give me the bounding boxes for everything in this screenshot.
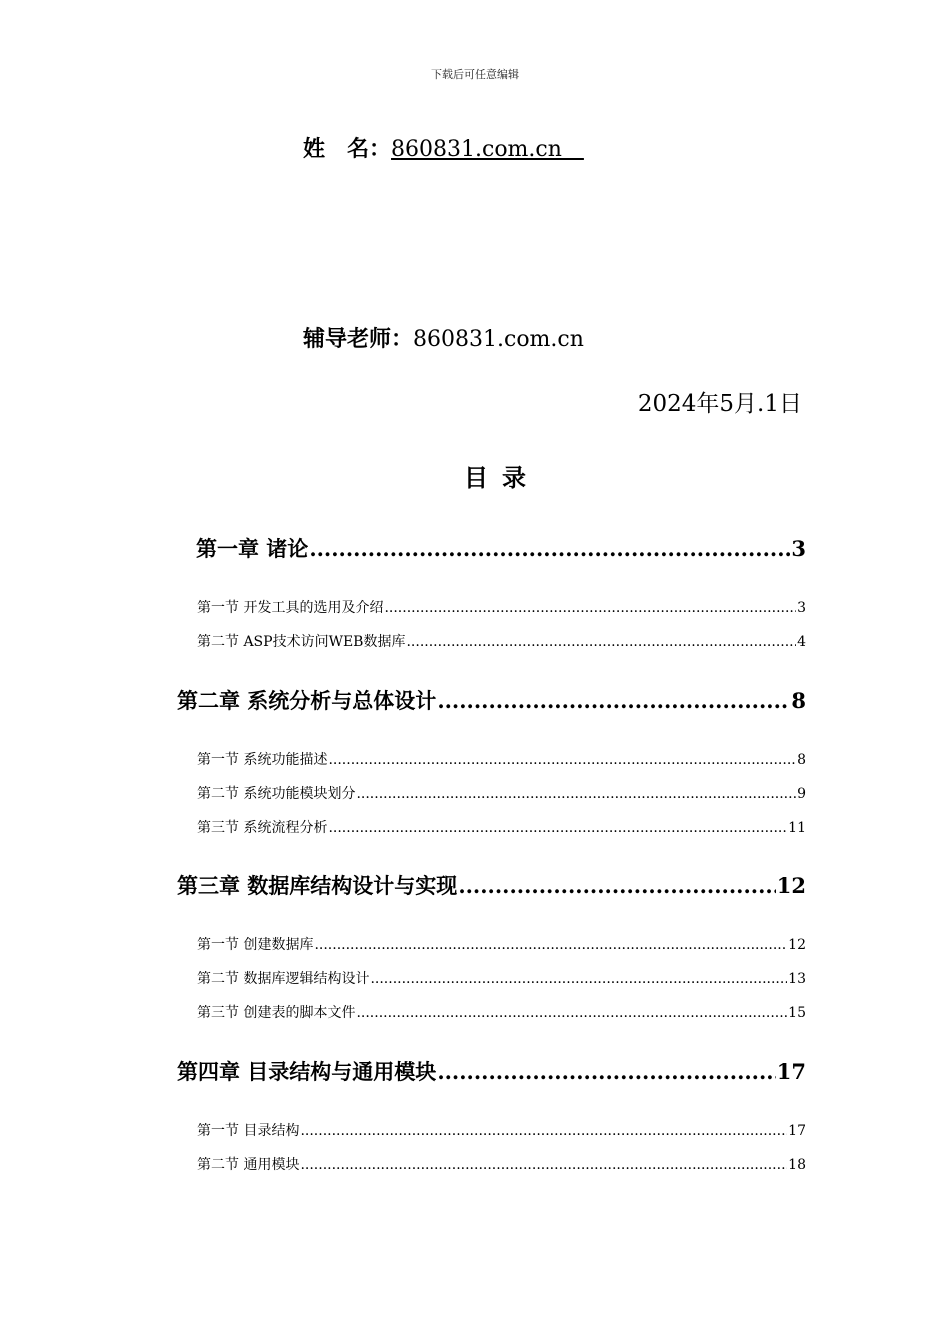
toc-entry-title: 第一节 创建数据库 (197, 937, 314, 953)
toc-entry-title: 第四章 目录结构与通用模块 (177, 1059, 437, 1084)
name-value: 860831.com.cn (391, 137, 584, 162)
toc-leader-dots (437, 1059, 775, 1084)
advisor-label: 辅导老师： (303, 326, 414, 352)
header-note: 下载后可任意编辑 (431, 68, 519, 81)
toc-entry-title: 第一章 诸论 (196, 536, 309, 561)
toc-entry-title: 第一节 开发工具的选用及介绍 (197, 600, 384, 616)
toc-entry-title: 第一节 目录结构 (197, 1123, 300, 1139)
advisor-line (303, 322, 584, 353)
toc-leader-dots (458, 873, 775, 898)
toc-entry-title: 第二节 数据库逻辑结构设计 (197, 971, 370, 987)
toc-entry-title: 第一节 系统功能描述 (197, 752, 328, 768)
toc-page-number: 9 (797, 786, 806, 802)
toc-section-2-2[interactable] (197, 783, 806, 803)
toc-section-3-3[interactable] (197, 1002, 806, 1022)
toc-leader-dots (356, 786, 796, 802)
toc-chapter-2[interactable] (177, 685, 806, 715)
toc-section-1-2[interactable] (197, 631, 806, 651)
toc-page-number: 17 (788, 1123, 806, 1139)
toc-section-4-2[interactable] (197, 1154, 806, 1174)
toc-page-number: 8 (797, 752, 806, 768)
toc-page-number: 3 (791, 536, 806, 561)
name-label: 姓 名： (303, 136, 392, 162)
toc-page-number: 12 (776, 873, 806, 898)
toc-page-number: 15 (788, 1005, 806, 1021)
toc-page-number: 18 (788, 1157, 806, 1173)
toc-leader-dots (437, 688, 790, 713)
toc-page-number: 17 (776, 1059, 806, 1084)
toc-entry-title: 第三节 系统流程分析 (197, 820, 328, 836)
toc-section-1-1[interactable] (197, 597, 806, 617)
toc-entry-title: 第三章 数据库结构设计与实现 (177, 873, 458, 898)
toc-leader-dots (406, 634, 796, 650)
toc-section-3-1[interactable] (197, 934, 806, 954)
toc-title: 目录 (464, 463, 540, 492)
advisor-value: 860831.com.cn (413, 327, 584, 352)
toc-section-4-1[interactable] (197, 1120, 806, 1140)
toc-entry-title: 第三节 创建表的脚本文件 (197, 1005, 356, 1021)
toc-leader-dots (309, 536, 790, 561)
toc-leader-dots (328, 820, 787, 836)
toc-leader-dots (300, 1157, 787, 1173)
toc-section-2-3[interactable] (197, 817, 806, 837)
toc-entry-title: 第二章 系统分析与总体设计 (177, 688, 437, 713)
toc-chapter-4[interactable] (177, 1056, 806, 1086)
toc-leader-dots (314, 937, 787, 953)
toc-leader-dots (384, 600, 796, 616)
toc-page-number: 13 (788, 971, 806, 987)
date: 2024年5月.1日 (637, 391, 802, 417)
toc-page-number: 11 (788, 820, 806, 836)
toc-chapter-3[interactable] (177, 870, 806, 900)
toc-leader-dots (370, 971, 787, 987)
toc-entry-title: 第二节 通用模块 (197, 1157, 300, 1173)
toc-page-number: 12 (788, 937, 806, 953)
toc-leader-dots (356, 1005, 787, 1021)
toc-section-2-1[interactable] (197, 749, 806, 769)
toc-page-number: 3 (797, 600, 806, 616)
toc-leader-dots (300, 1123, 787, 1139)
toc-section-3-2[interactable] (197, 968, 806, 988)
toc-page-number: 8 (791, 688, 806, 713)
toc-chapter-1[interactable] (196, 533, 806, 563)
toc-leader-dots (328, 752, 796, 768)
toc-entry-title: 第二节 系统功能模块划分 (197, 786, 356, 802)
toc-entry-title: 第二节 ASP技术访问WEB数据库 (197, 634, 406, 650)
student-name-line (303, 132, 584, 163)
toc-page-number: 4 (797, 634, 806, 650)
